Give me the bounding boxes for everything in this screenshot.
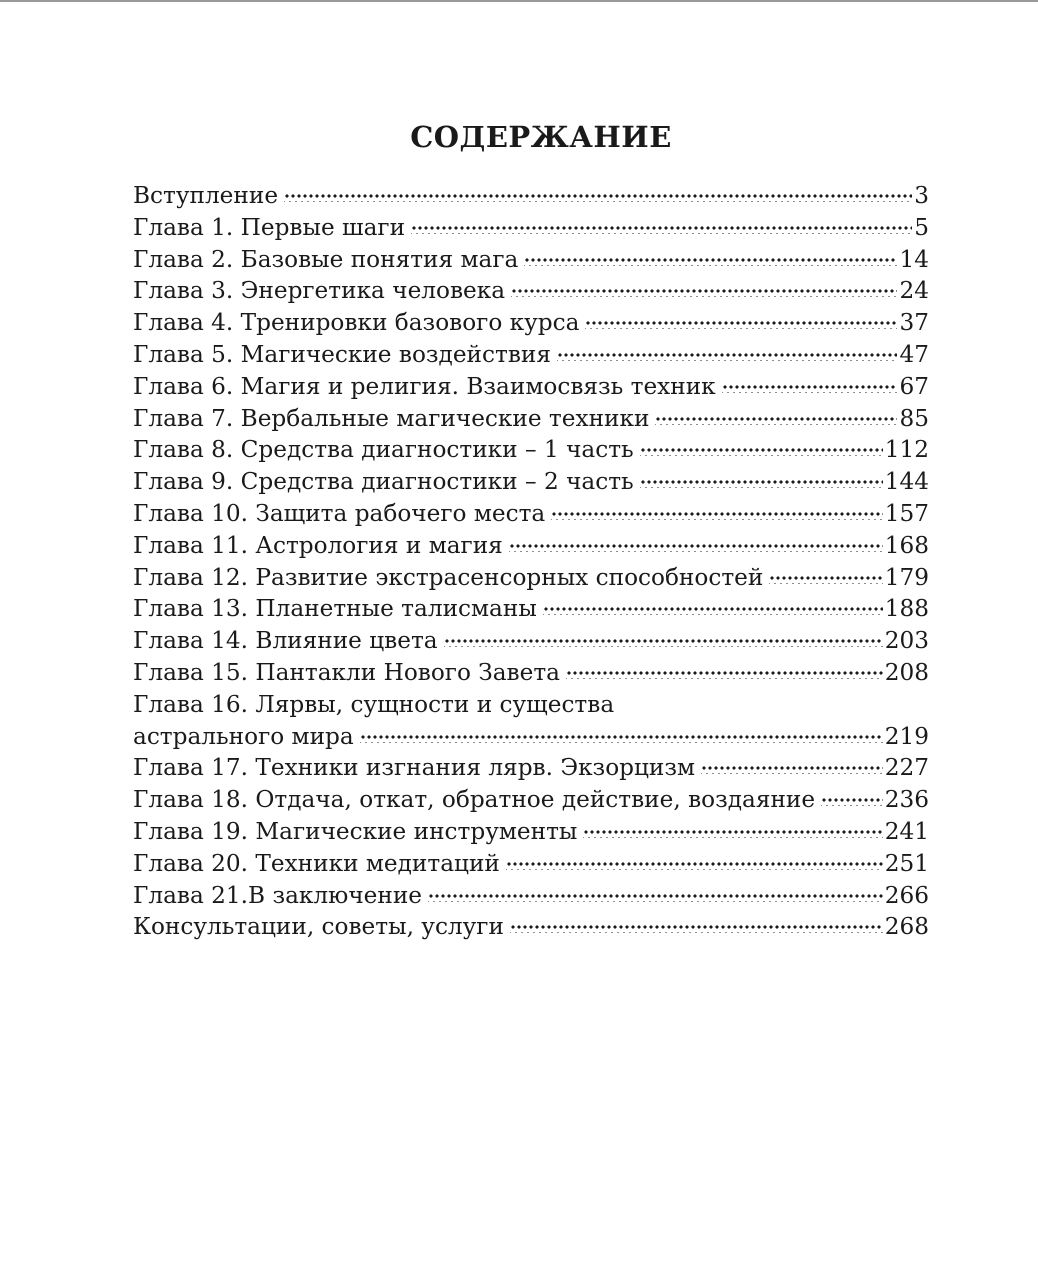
- toc-entry-page: 179: [884, 563, 929, 591]
- dot-leader: [640, 434, 883, 456]
- dot-leader: [284, 180, 912, 202]
- toc-entry-page: 203: [884, 627, 929, 655]
- toc-entry-title: Глава 20. Техники медитаций: [133, 849, 500, 877]
- toc-entry-page: 251: [884, 849, 929, 877]
- toc-entry-page: 14: [899, 245, 929, 273]
- toc-entry-title: Глава 19. Магические инструменты: [133, 817, 578, 845]
- toc-entry: [133, 880, 929, 912]
- toc-entry-title: Глава 9. Средства диагностики – 2 часть: [133, 468, 634, 496]
- toc-entry-page: 144: [884, 468, 929, 496]
- toc-entry: [133, 593, 929, 625]
- dot-leader: [821, 784, 883, 806]
- toc-entry-title: Глава 10. Защита рабочего места: [133, 499, 546, 527]
- dot-leader: [769, 562, 882, 584]
- toc-entry-title: Глава 6. Магия и религия. Взаимосвязь техник: [133, 372, 716, 400]
- dot-leader: [510, 911, 883, 933]
- toc-entry: [133, 498, 929, 530]
- toc-entry-title: Глава 16. Лярвы, сущности и существа: [133, 690, 615, 718]
- toc-entry-page: 5: [914, 213, 929, 241]
- toc-entry-title: Глава 15. Пантакли Нового Завета: [133, 658, 560, 686]
- toc-entry-title: Глава 13. Планетные талисманы: [133, 595, 537, 623]
- toc-entry-title: Глава 21.В заключение: [133, 881, 423, 909]
- toc-entry-page: 67: [899, 372, 929, 400]
- dot-leader: [640, 466, 883, 488]
- dot-leader: [360, 721, 883, 743]
- toc-entry-page: 112: [884, 436, 929, 464]
- dot-leader: [701, 752, 883, 774]
- dot-leader: [722, 371, 898, 393]
- toc-entry-title: Глава 7. Вербальные магические техники: [133, 404, 650, 432]
- toc-entry-title: Глава 4. Тренировки базового курса: [133, 309, 580, 337]
- page-top-border: [0, 0, 1038, 2]
- toc-entry-title: Консультации, советы, услуги: [133, 913, 504, 941]
- toc-entry-title: Глава 14. Влияние цвета: [133, 627, 438, 655]
- dot-leader: [583, 816, 882, 838]
- toc-entry-page: 268: [884, 913, 929, 941]
- toc-entry-title: Вступление: [133, 182, 279, 209]
- toc-entry: [133, 911, 929, 943]
- toc-entry-title: Глава 1. Первые шаги: [133, 213, 406, 241]
- toc-entry: [133, 307, 929, 339]
- toc-entry: [133, 466, 929, 498]
- dot-leader: [557, 339, 898, 361]
- toc-entry-page: 47: [899, 340, 929, 368]
- toc-entry-title: Глава 8. Средства диагностики – 1 часть: [133, 436, 634, 464]
- toc-entry-title: Глава 12. Развитие экстрасенсорных способностей: [133, 563, 764, 591]
- toc-entry-title: Глава 5. Магические воздействия: [133, 340, 551, 368]
- toc-entry-title: Глава 2. Базовые понятия мага: [133, 245, 519, 273]
- toc-entry: [133, 180, 929, 212]
- toc-entry: [133, 784, 929, 816]
- toc-entry-page: 266: [884, 881, 929, 909]
- toc-entry-page: 236: [884, 786, 929, 814]
- dot-leader: [506, 848, 883, 870]
- toc-entry-page: 241: [884, 817, 929, 845]
- toc-entry: [133, 530, 929, 562]
- toc-entry: [133, 434, 929, 466]
- dot-leader: [511, 275, 897, 297]
- toc-entry-title: Глава 11. Астрология и магия: [133, 531, 503, 559]
- toc-entry: [133, 816, 929, 848]
- toc-entry-title: Глава 3. Энергетика человека: [133, 277, 506, 305]
- toc-entry-page: 208: [884, 658, 929, 686]
- toc-entry: [133, 212, 929, 244]
- toc-entry: [133, 275, 929, 307]
- toc-entry-page: 227: [884, 754, 929, 782]
- dot-leader: [411, 212, 912, 234]
- toc-entry-title: Глава 17. Техники изгнания лярв. Экзорцизм: [133, 754, 696, 782]
- dot-leader: [428, 880, 883, 902]
- toc-entry: [133, 752, 929, 784]
- toc-entry: [133, 244, 929, 276]
- toc-entry: [133, 657, 929, 689]
- dot-leader: [551, 498, 883, 520]
- toc-entry-page: 168: [884, 531, 929, 559]
- table-of-contents: [133, 180, 929, 943]
- toc-entry-title-continuation: астрального мира: [133, 722, 354, 750]
- toc-entry-page: 157: [884, 499, 929, 527]
- page-title: СОДЕРЖАНИЕ: [410, 120, 672, 154]
- dot-leader: [543, 593, 883, 615]
- dot-leader: [524, 244, 897, 266]
- dot-leader: [444, 625, 883, 647]
- toc-entry: [133, 562, 929, 594]
- toc-entry-page: 24: [899, 277, 929, 305]
- toc-entry-page: 188: [884, 595, 929, 623]
- dot-leader: [509, 530, 883, 552]
- dot-leader: [566, 657, 883, 679]
- dot-leader: [585, 307, 897, 329]
- toc-entry-continuation: [133, 721, 929, 753]
- toc-entry: [133, 689, 929, 721]
- toc-entry-title: Глава 18. Отдача, откат, обратное действие, воздаяние: [133, 786, 816, 814]
- toc-entry: [133, 371, 929, 403]
- toc-entry-page: 37: [899, 309, 929, 337]
- dot-leader: [655, 403, 897, 425]
- toc-entry: [133, 403, 929, 435]
- toc-entry-page: 219: [884, 722, 929, 750]
- toc-entry-page: 85: [899, 404, 929, 432]
- toc-entry-page: 3: [914, 182, 929, 209]
- toc-entry: [133, 848, 929, 880]
- toc-entry: [133, 625, 929, 657]
- toc-entry: [133, 339, 929, 371]
